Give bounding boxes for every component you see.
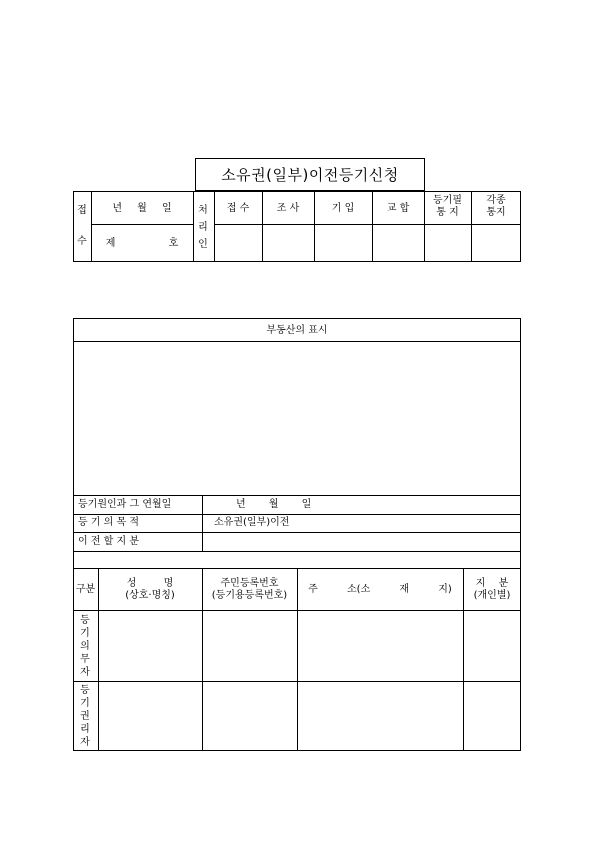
field-label-share: 이 전 할 지 분 <box>78 536 140 547</box>
header-name: 성 명 (상호·명칭) <box>125 578 175 601</box>
header-gubun: 구분 <box>75 584 96 595</box>
header-regno: 주민등록번호 (등기용등록번호) <box>211 578 288 601</box>
holder-address-cell[interactable] <box>298 682 462 750</box>
obligor-regno-cell[interactable] <box>203 611 296 680</box>
form-divider <box>73 551 521 552</box>
field-value-purpose[interactable]: 소유권(일부)이전 <box>214 517 290 528</box>
receipt-date-label: 년 월 일 <box>112 203 172 214</box>
receipt-number-label: 제 호 <box>105 238 179 249</box>
receipt-divider <box>314 191 315 262</box>
receipt-divider <box>262 191 263 262</box>
field-label-purpose: 등 기 의 목 적 <box>78 517 140 528</box>
form-divider <box>73 495 521 496</box>
holder-regno-cell[interactable] <box>203 682 296 750</box>
receipt-divider <box>372 191 373 262</box>
header-address: 주 소(소 재 지) <box>308 584 452 595</box>
col-notify-done: 등기필 통 지 <box>433 195 462 218</box>
property-section-title: 부동산의 표시 <box>266 325 328 336</box>
receipt-divider <box>193 191 194 262</box>
field-label-cause-date: 등기원인과 그 연월일 <box>78 499 172 510</box>
obligor-share-cell[interactable] <box>464 611 520 680</box>
obligor-name-cell[interactable] <box>99 611 201 680</box>
col-receipt: 접 수 <box>226 203 250 214</box>
form-divider <box>73 341 521 342</box>
field-value-cause-date[interactable]: 년 월 일 <box>236 499 312 510</box>
receipt-label-1: 접 <box>77 205 87 216</box>
col-inspect: 조 사 <box>276 203 300 214</box>
header-share: 지 분 (개인별) <box>473 578 511 601</box>
col-notify-various: 각종 통지 <box>486 195 506 218</box>
party-label-right-holder: 등 기 권 리 자 <box>80 685 90 748</box>
handler-label: 처 리 인 <box>198 205 208 250</box>
col-verify: 교 합 <box>386 203 410 214</box>
form-divider <box>73 514 521 515</box>
field-divider <box>202 495 203 551</box>
obligor-address-cell[interactable] <box>298 611 462 680</box>
holder-share-cell[interactable] <box>464 682 520 750</box>
col-entry: 기 입 <box>331 203 355 214</box>
page-title: 소유권(일부)이전등기신청 <box>221 166 399 184</box>
receipt-divider <box>214 191 215 262</box>
party-label-obligor: 등 기 의 무 자 <box>80 615 90 678</box>
receipt-divider <box>91 191 92 262</box>
receipt-divider <box>214 224 521 225</box>
form-divider <box>73 532 521 533</box>
property-description-area[interactable] <box>76 344 518 492</box>
receipt-label-2: 수 <box>77 236 87 247</box>
holder-name-cell[interactable] <box>99 682 201 750</box>
receipt-divider <box>91 224 193 225</box>
